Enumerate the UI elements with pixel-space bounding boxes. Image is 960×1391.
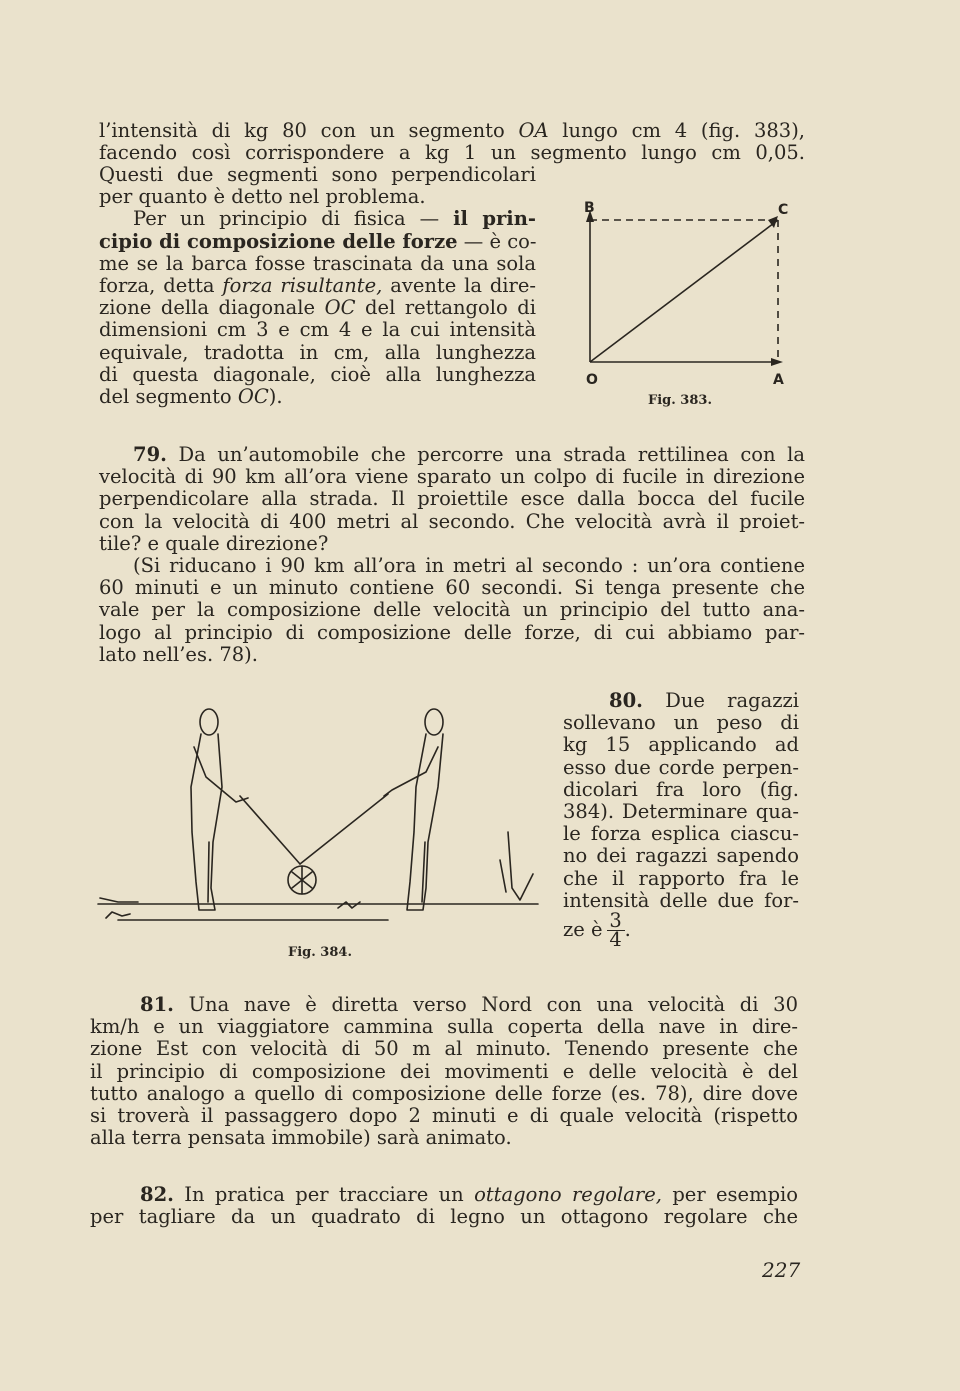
text-line: intensità delle due for- — [563, 888, 799, 912]
text-line: 384). Determinare qua- — [563, 800, 799, 824]
fraction-line: ze è $\frac{3}{4}$ . — [563, 909, 631, 951]
text-line: 80. Due ragazzi — [609, 689, 799, 712]
text-line: si troverà il passaggero dopo 2 minuti e di quale velocità (rispetto — [90, 1104, 798, 1128]
problem-79-text — [99, 444, 805, 666]
text-line: che il rapporto fra le — [563, 866, 799, 890]
text-line: logo al principio di composizione delle forze, di cui abbiamo par- — [99, 620, 805, 644]
text-line: lato nell’es. 78). — [99, 642, 258, 666]
text-line: di questa diagonale, cioè alla lunghezza — [99, 362, 536, 386]
left-head — [200, 709, 218, 735]
text-line: del segmento OC). — [99, 385, 283, 409]
text-line: zione Est con velocità di 50 m al minuto. Tenendo presente che — [90, 1037, 798, 1061]
page-number: 227 — [762, 1258, 801, 1282]
text-line: alla terra pensata immobile) sarà animato. — [90, 1126, 512, 1150]
text-line: no dei ragazzi sapendo — [563, 844, 799, 868]
text-line: con la velocità di 400 metri al secondo. Che velocità avrà il proiet- — [99, 509, 805, 533]
problem-82-text — [90, 1184, 798, 1228]
right-rope — [300, 794, 388, 864]
text-line: perpendicolare alla strada. Il proiettile esce dalla bocca del fucile — [99, 487, 805, 511]
left-body — [191, 734, 222, 910]
problem-78-text — [99, 120, 805, 164]
text-line: cipio di composizione delle forze — è co- — [99, 229, 537, 253]
problem-78-text-narrow — [99, 164, 536, 408]
text-line: l’intensità di kg 80 con un segmento OA lungo cm 4 (fig. 383), — [99, 119, 805, 142]
text-line: tile? e quale direzione? — [99, 531, 329, 555]
text-line: (Si riducano i 90 km all’ora in metri al secondo : un’ora contiene — [133, 554, 805, 578]
figure-383-diagram — [570, 198, 800, 408]
text-line: kg 15 applicando ad — [563, 733, 799, 757]
text-line: velocità di 90 km all’ora viene sparato un colpo di fucile in direzione — [99, 465, 805, 489]
figure-383-caption: Fig. 383. — [648, 393, 712, 408]
text-line: 79. Da un’automobile che percorre una strada rettilinea con la — [133, 443, 805, 466]
right-head — [425, 709, 443, 735]
label-b: B — [584, 200, 595, 216]
text-line: equivale, tradotta in cm, alla lunghezza — [99, 340, 536, 364]
text-line: facendo così corrispondere a kg 1 un segmento lungo cm 0,05. — [99, 141, 805, 165]
label-c: C — [778, 202, 789, 218]
label-a: A — [773, 372, 784, 388]
text-line: le forza esplica ciascu- — [563, 822, 799, 846]
figure-384-caption: Fig. 384. — [288, 945, 352, 960]
left-rope — [240, 796, 300, 864]
text-line: Questi due segmenti sono perpendicolari — [99, 163, 536, 186]
text-line: dimensioni cm 3 e cm 4 e la cui intensità — [99, 318, 536, 342]
right-arm — [384, 747, 438, 796]
text-line: 60 minuti e un minuto contiene 60 secondi. Si tenga presente che — [99, 576, 805, 600]
text-line: per tagliare da un quadrato di legno un ottagono regolare che — [90, 1205, 798, 1229]
text-line: per quanto è detto nel problema. — [99, 185, 426, 209]
problem-80-text — [563, 690, 799, 912]
text-line: me se la barca fosse trascinata da una sola — [99, 251, 536, 275]
text-line: vale per la composizione delle velocità un principio del tutto ana- — [99, 598, 805, 622]
label-o: O — [586, 372, 598, 388]
text-line: tutto analogo a quello di composizione delle forze (es. 78), dire dove — [90, 1081, 798, 1105]
figure-384-illustration — [88, 692, 548, 942]
text-line: 81. Una nave è diretta verso Nord con una velocità di 30 — [140, 993, 798, 1016]
diagonal-oc — [590, 220, 778, 362]
text-line: zione della diagonale OC del rettangolo di — [99, 296, 536, 320]
text-line: Per un principio di fisica — il prin- — [133, 207, 536, 231]
text-line: forza, detta forza risultante, avente la dire- — [99, 274, 536, 298]
text-line: esso due corde perpen- — [563, 755, 799, 779]
text-line: sollevano un peso di — [563, 711, 799, 735]
problem-81-text — [90, 994, 798, 1149]
text-line: km/h e un viaggiatore cammina sulla coperta della nave in dire- — [90, 1015, 798, 1039]
right-body — [407, 734, 443, 910]
text-line: il principio di composizione dei movimenti e delle velocità è del — [90, 1059, 798, 1083]
fraction-3-4: $\frac{3}{4}$ — [607, 912, 625, 949]
text-line: dicolari fra loro (fig. — [563, 777, 799, 801]
text-line: 82. In pratica per tracciare un ottagono regolare, per esempio — [140, 1183, 799, 1206]
